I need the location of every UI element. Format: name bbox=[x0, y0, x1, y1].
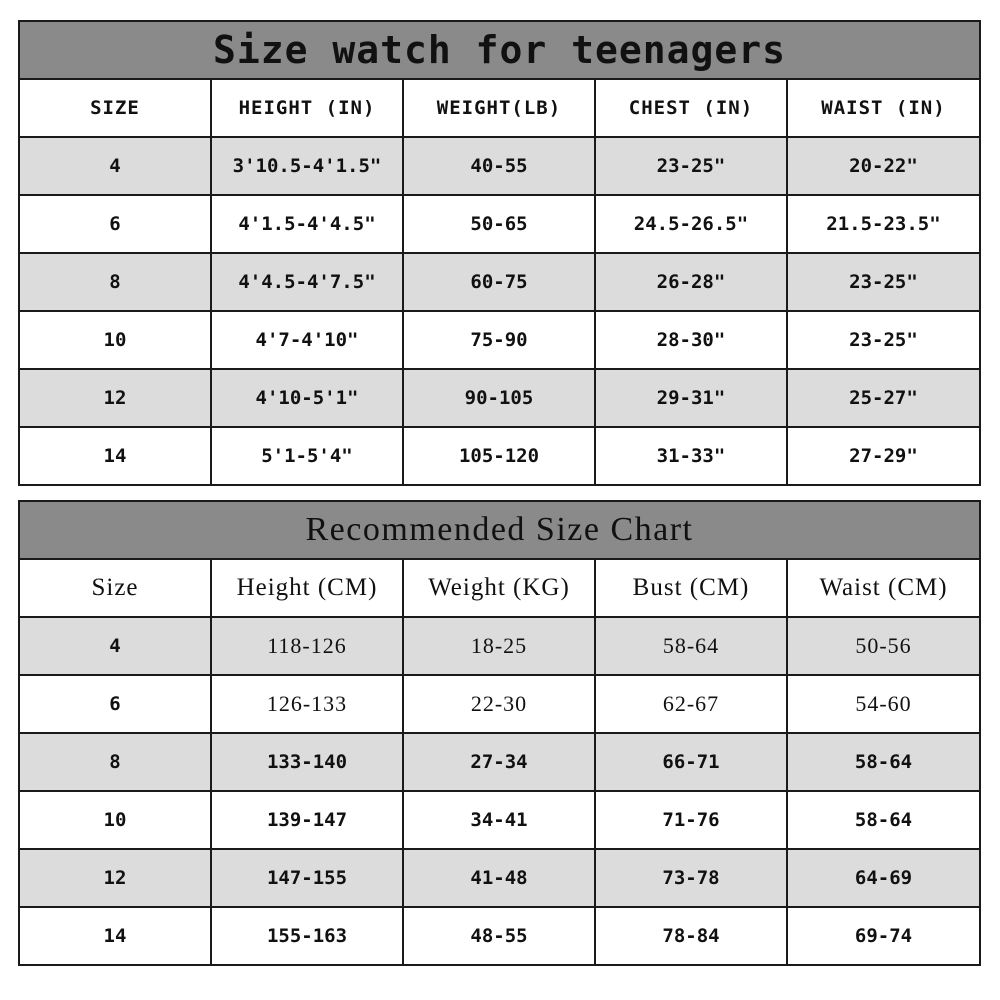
waist-cell: 50-56 bbox=[787, 617, 980, 675]
height-cell: 133-140 bbox=[211, 733, 403, 791]
height-cell: 5'1-5'4" bbox=[211, 427, 403, 485]
size-cell: 6 bbox=[19, 195, 211, 253]
column-header-weight: WEIGHT(LB) bbox=[403, 79, 595, 137]
size-cell: 10 bbox=[19, 311, 211, 369]
chest-cell: 23-25" bbox=[595, 137, 787, 195]
weight-cell: 60-75 bbox=[403, 253, 595, 311]
bust-cell: 62-67 bbox=[595, 675, 787, 733]
teen-chart-title: Size watch for teenagers bbox=[19, 21, 980, 79]
waist-cell: 58-64 bbox=[787, 733, 980, 791]
table-row bbox=[19, 427, 980, 485]
height-cell: 4'7-4'10" bbox=[211, 311, 403, 369]
teen-size-chart bbox=[18, 20, 981, 486]
waist-cell: 20-22" bbox=[787, 137, 980, 195]
waist-cell: 21.5-23.5" bbox=[787, 195, 980, 253]
recommended-chart-header-row bbox=[19, 559, 980, 617]
table-row bbox=[19, 137, 980, 195]
height-cell: 126-133 bbox=[211, 675, 403, 733]
column-header-waist: WAIST (IN) bbox=[787, 79, 980, 137]
waist-cell: 23-25" bbox=[787, 311, 980, 369]
size-cell: 8 bbox=[19, 253, 211, 311]
table-row bbox=[19, 675, 980, 733]
weight-cell: 18-25 bbox=[403, 617, 595, 675]
size-cell: 4 bbox=[19, 137, 211, 195]
table-row bbox=[19, 195, 980, 253]
weight-cell: 90-105 bbox=[403, 369, 595, 427]
table-row bbox=[19, 791, 980, 849]
height-cell: 4'1.5-4'4.5" bbox=[211, 195, 403, 253]
size-cell: 4 bbox=[19, 617, 211, 675]
height-cell: 139-147 bbox=[211, 791, 403, 849]
weight-cell: 75-90 bbox=[403, 311, 595, 369]
table-row bbox=[19, 849, 980, 907]
waist-cell: 54-60 bbox=[787, 675, 980, 733]
chest-cell: 29-31" bbox=[595, 369, 787, 427]
table-row bbox=[19, 907, 980, 965]
height-cell: 3'10.5-4'1.5" bbox=[211, 137, 403, 195]
chest-cell: 26-28" bbox=[595, 253, 787, 311]
column-header-size: Size bbox=[19, 559, 211, 617]
table-row bbox=[19, 733, 980, 791]
size-cell: 14 bbox=[19, 427, 211, 485]
table-row bbox=[19, 369, 980, 427]
weight-cell: 27-34 bbox=[403, 733, 595, 791]
chest-cell: 28-30" bbox=[595, 311, 787, 369]
weight-cell: 48-55 bbox=[403, 907, 595, 965]
waist-cell: 23-25" bbox=[787, 253, 980, 311]
bust-cell: 71-76 bbox=[595, 791, 787, 849]
size-cell: 10 bbox=[19, 791, 211, 849]
bust-cell: 66-71 bbox=[595, 733, 787, 791]
weight-cell: 34-41 bbox=[403, 791, 595, 849]
chest-cell: 24.5-26.5" bbox=[595, 195, 787, 253]
size-cell: 14 bbox=[19, 907, 211, 965]
column-header-size: SIZE bbox=[19, 79, 211, 137]
weight-cell: 41-48 bbox=[403, 849, 595, 907]
height-cell: 118-126 bbox=[211, 617, 403, 675]
weight-cell: 105-120 bbox=[403, 427, 595, 485]
height-cell: 4'10-5'1" bbox=[211, 369, 403, 427]
column-header-waist: Waist (CM) bbox=[787, 559, 980, 617]
bust-cell: 58-64 bbox=[595, 617, 787, 675]
waist-cell: 58-64 bbox=[787, 791, 980, 849]
waist-cell: 27-29" bbox=[787, 427, 980, 485]
size-cell: 8 bbox=[19, 733, 211, 791]
column-header-height: HEIGHT (IN) bbox=[211, 79, 403, 137]
column-header-bust: Bust (CM) bbox=[595, 559, 787, 617]
column-header-weight: Weight (KG) bbox=[403, 559, 595, 617]
height-cell: 147-155 bbox=[211, 849, 403, 907]
table-row bbox=[19, 617, 980, 675]
weight-cell: 22-30 bbox=[403, 675, 595, 733]
weight-cell: 40-55 bbox=[403, 137, 595, 195]
size-cell: 12 bbox=[19, 369, 211, 427]
recommended-size-chart bbox=[18, 500, 981, 966]
waist-cell: 25-27" bbox=[787, 369, 980, 427]
column-header-chest: CHEST (IN) bbox=[595, 79, 787, 137]
table-row bbox=[19, 253, 980, 311]
column-header-height: Height (CM) bbox=[211, 559, 403, 617]
bust-cell: 73-78 bbox=[595, 849, 787, 907]
size-cell: 6 bbox=[19, 675, 211, 733]
weight-cell: 50-65 bbox=[403, 195, 595, 253]
height-cell: 155-163 bbox=[211, 907, 403, 965]
size-cell: 12 bbox=[19, 849, 211, 907]
recommended-chart-title: Recommended Size Chart bbox=[19, 501, 980, 559]
waist-cell: 69-74 bbox=[787, 907, 980, 965]
bust-cell: 78-84 bbox=[595, 907, 787, 965]
height-cell: 4'4.5-4'7.5" bbox=[211, 253, 403, 311]
chest-cell: 31-33" bbox=[595, 427, 787, 485]
waist-cell: 64-69 bbox=[787, 849, 980, 907]
table-row bbox=[19, 311, 980, 369]
teen-chart-header-row bbox=[19, 79, 980, 137]
